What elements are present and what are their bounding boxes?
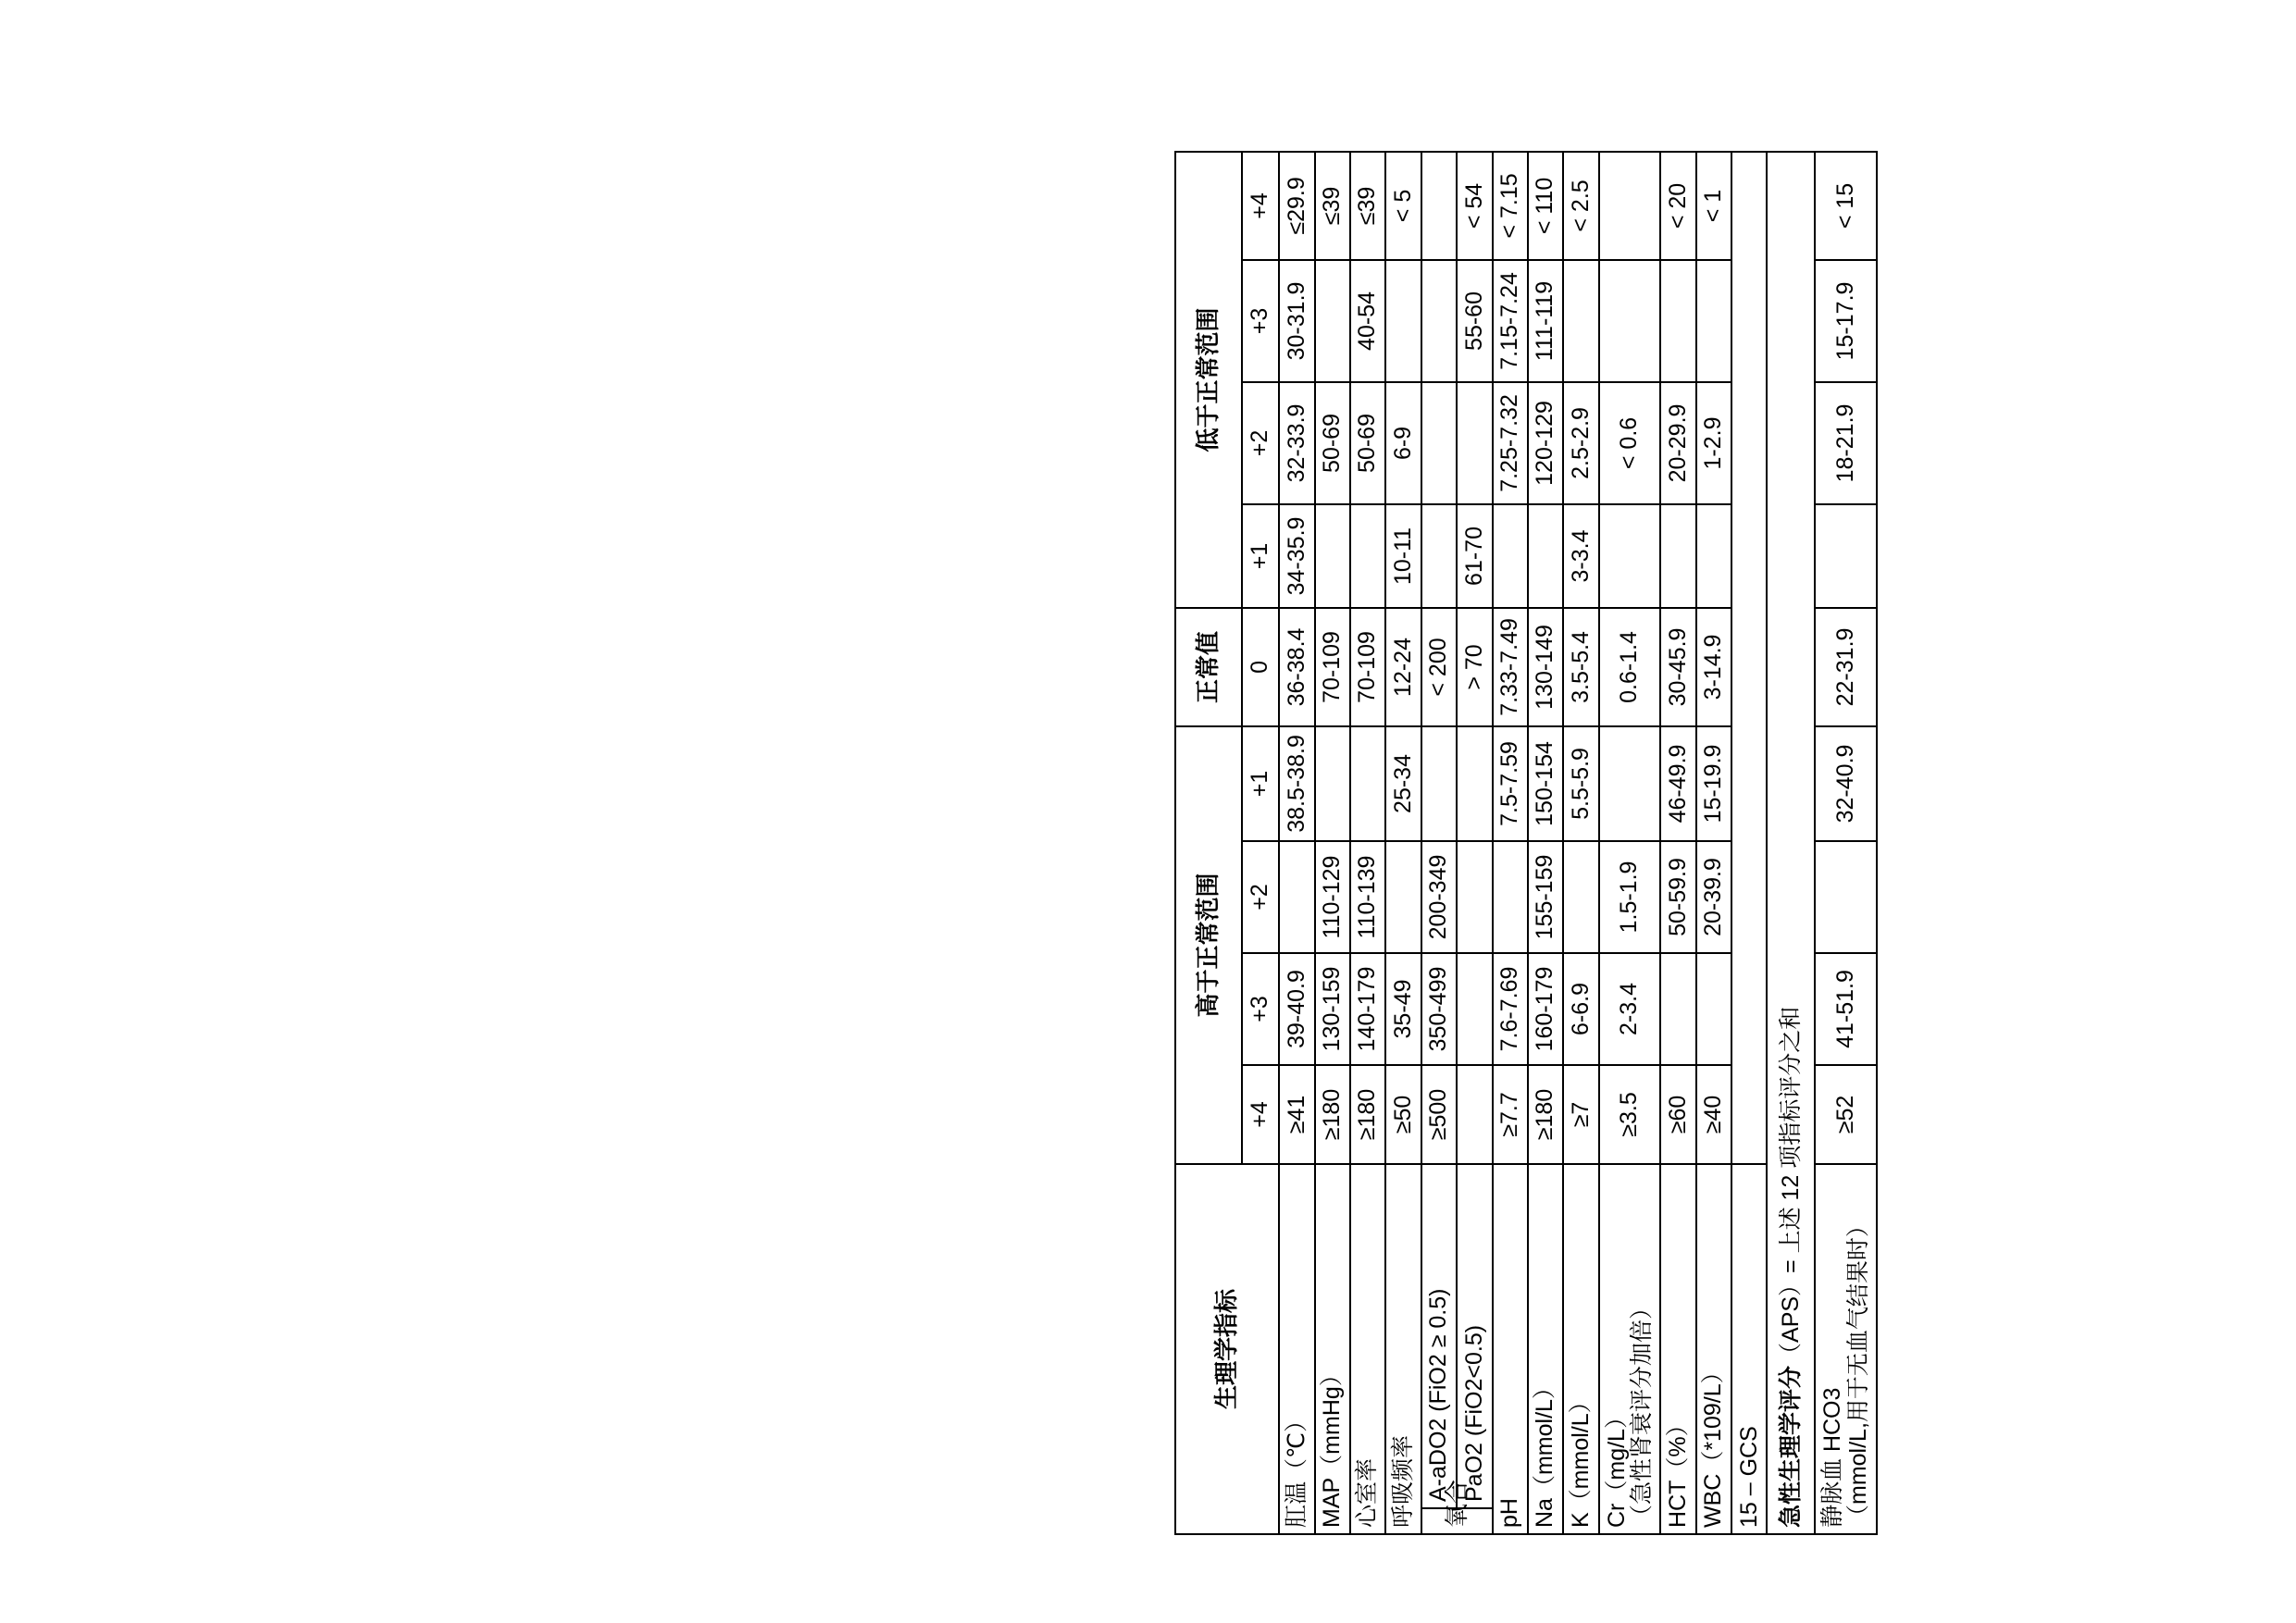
row-label: 心室率 [1350, 1164, 1385, 1534]
table-cell: ≥50 [1385, 1065, 1421, 1164]
table-cell: 30-31.9 [1279, 260, 1314, 382]
table-cell: 15-19.9 [1696, 726, 1731, 841]
row-label: Na（mmol/L） [1528, 1164, 1563, 1534]
table-cell [1696, 260, 1731, 382]
table-cell [1815, 504, 1877, 608]
table-cell: 7.5-7.59 [1493, 726, 1528, 841]
table-cell [1350, 504, 1385, 608]
table-cell: 70-109 [1350, 608, 1385, 726]
table-row [1279, 152, 1314, 1534]
table-cell: 130-159 [1315, 953, 1350, 1065]
table-cell: < 200 [1421, 608, 1457, 726]
table-row [1696, 152, 1731, 1534]
table-cell [1696, 953, 1731, 1065]
table-cell: 200-349 [1421, 841, 1457, 953]
table-cell: 1-2.9 [1696, 382, 1731, 504]
table-cell: 61-70 [1457, 504, 1492, 608]
table-cell [1457, 726, 1492, 841]
table-cell [1315, 504, 1350, 608]
table-cell [1457, 953, 1492, 1065]
table-cell: ≥3.5 [1599, 1065, 1660, 1164]
table-cell: ≥7 [1563, 1065, 1598, 1164]
table-cell: 3.5-5.4 [1563, 608, 1598, 726]
row-label-note: （mmol/L,用于无血气结果时） [1844, 1214, 1871, 1528]
table-cell: < 7.15 [1493, 152, 1528, 260]
table-cell: 22-31.9 [1815, 608, 1877, 726]
table-cell [1385, 260, 1421, 382]
score-header: +3 [1242, 953, 1279, 1065]
oxygen-group-label: 氧合 [1421, 1508, 1493, 1534]
table-row [1660, 152, 1695, 1534]
table-cell [1279, 841, 1314, 953]
table-cell: 155-159 [1528, 841, 1563, 953]
table-cell: ≥52 [1815, 1065, 1877, 1164]
row-label: K（mmol/L） [1563, 1164, 1598, 1534]
table-row [1493, 152, 1528, 1534]
rotated-table-container [1174, 153, 1878, 1535]
table-row [1528, 152, 1563, 1534]
table-cell: 0.6-1.4 [1599, 608, 1660, 726]
table-cell: 70-109 [1315, 608, 1350, 726]
table-cell [1350, 726, 1385, 841]
table-cell: 7.6-7.69 [1493, 953, 1528, 1065]
table-cell: 32-33.9 [1279, 382, 1314, 504]
score-header: 0 [1242, 608, 1279, 726]
table-cell: ≤39 [1315, 152, 1350, 260]
row-label: pH [1493, 1164, 1528, 1534]
table-cell: ≥60 [1660, 1065, 1695, 1164]
table-row [1350, 152, 1385, 1534]
table-cell: 50-69 [1315, 382, 1350, 504]
table-cell: 350-499 [1421, 953, 1457, 1065]
table-row-hco3 [1815, 152, 1877, 1534]
table-cell: ≥41 [1279, 1065, 1314, 1164]
header-normal: 正常值 [1175, 608, 1242, 726]
table-row-aps [1767, 152, 1815, 1534]
table-cell: 50-59.9 [1660, 841, 1695, 953]
table-cell: 46-49.9 [1660, 726, 1695, 841]
row-label-note: （急性肾衰评分加倍） [1629, 1295, 1655, 1528]
table-cell: < 5 [1385, 152, 1421, 260]
table-cell [1421, 504, 1457, 608]
table-cell: 25-34 [1385, 726, 1421, 841]
table-cell: 38.5-38.9 [1279, 726, 1314, 841]
table-cell [1563, 841, 1598, 953]
table-cell: 30-45.9 [1660, 608, 1695, 726]
table-cell [1815, 841, 1877, 953]
score-header: +2 [1242, 382, 1279, 504]
score-header: +4 [1242, 1065, 1279, 1164]
table-cell [1660, 504, 1695, 608]
table-cell: 7.25-7.32 [1493, 382, 1528, 504]
table-cell [1493, 841, 1528, 953]
score-header: +4 [1242, 152, 1279, 260]
table-cell: < 20 [1660, 152, 1695, 260]
table-row [1315, 152, 1350, 1534]
table-cell: 2-3.4 [1599, 953, 1660, 1065]
table-row-oxygen-aado2 [1421, 152, 1457, 1534]
score-header: +2 [1242, 841, 1279, 953]
header-low-range: 低于正常范围 [1175, 152, 1242, 608]
table-cell: 110-139 [1350, 841, 1385, 953]
table-cell: 10-11 [1385, 504, 1421, 608]
table-cell [1315, 726, 1350, 841]
table-cell [1599, 152, 1660, 260]
table-cell: 6-6.9 [1563, 953, 1598, 1065]
row-label-line: 静脉血 HCO3 [1819, 1387, 1846, 1528]
table-cell: 2.5-2.9 [1563, 382, 1598, 504]
table-cell: ≥500 [1421, 1065, 1457, 1164]
table-cell [1385, 841, 1421, 953]
table-cell [1599, 260, 1660, 382]
table-cell [1421, 382, 1457, 504]
table-cell: ≤39 [1350, 152, 1385, 260]
table-row-creatinine [1599, 152, 1660, 1534]
row-label: WBC（*109/L） [1696, 1164, 1731, 1534]
table-cell [1457, 382, 1492, 504]
table-cell: 120-129 [1528, 382, 1563, 504]
aps-summary [1767, 152, 1815, 1534]
row-label-creatinine [1599, 1164, 1660, 1534]
table-cell: 15-17.9 [1815, 260, 1877, 382]
table-cell: 32-40.9 [1815, 726, 1877, 841]
row-label: A-aDO2 (FiO2 ≥ 0.5) [1421, 1164, 1457, 1508]
score-header: +3 [1242, 260, 1279, 382]
header-high-range: 高于正常范围 [1175, 726, 1242, 1164]
table-cell: 3-3.4 [1563, 504, 1598, 608]
table-cell: 20-29.9 [1660, 382, 1695, 504]
header-row-groups [1175, 152, 1242, 1534]
table-cell: 7.15-7.24 [1493, 260, 1528, 382]
table-cell [1528, 504, 1563, 608]
table-cell: 35-49 [1385, 953, 1421, 1065]
table-cell: < 1 [1696, 152, 1731, 260]
table-cell: 7.33-7.49 [1493, 608, 1528, 726]
row-label: 肛温（℃） [1279, 1164, 1314, 1534]
aps-label-bold: 急性生理学评分 [1777, 1365, 1804, 1528]
table-cell: 40-54 [1350, 260, 1385, 382]
table-cell [1493, 504, 1528, 608]
table-cell [1457, 841, 1492, 953]
score-header: +1 [1242, 726, 1279, 841]
table-cell: ≥180 [1350, 1065, 1385, 1164]
table-cell: 36-38.4 [1279, 608, 1314, 726]
table-cell: 41-51.9 [1815, 953, 1877, 1065]
row-label-line: Cr（mg/L） [1603, 1406, 1630, 1528]
table-cell: < 0.6 [1599, 382, 1660, 504]
table-row [1563, 152, 1598, 1534]
table-cell: < 2.5 [1563, 152, 1598, 260]
table-cell: ≤29.9 [1279, 152, 1314, 260]
table-cell: 130-149 [1528, 608, 1563, 726]
table-cell: 3-14.9 [1696, 608, 1731, 726]
table-cell: > 70 [1457, 608, 1492, 726]
row-label: PaO2 (FiO2<0.5) [1457, 1164, 1492, 1508]
score-header: +1 [1242, 504, 1279, 608]
row-label-hco3 [1815, 1164, 1877, 1534]
table-cell: 39-40.9 [1279, 953, 1314, 1065]
table-cell: 5.5-5.9 [1563, 726, 1598, 841]
table-row-gcs [1731, 152, 1767, 1534]
table-cell [1599, 726, 1660, 841]
table-cell: ≥7.7 [1493, 1065, 1528, 1164]
table-cell: < 110 [1528, 152, 1563, 260]
gcs-empty-span [1731, 152, 1767, 1164]
row-label: 呼吸频率 [1385, 1164, 1421, 1534]
table-cell: 20-39.9 [1696, 841, 1731, 953]
table-cell: 111-119 [1528, 260, 1563, 382]
table-cell [1660, 953, 1695, 1065]
table-cell [1599, 504, 1660, 608]
table-cell [1421, 260, 1457, 382]
aps-label-rest: （APS）= 上述 12 项指标评分之和 [1777, 1006, 1804, 1366]
table-cell [1696, 504, 1731, 608]
table-cell [1563, 260, 1598, 382]
table-cell [1421, 152, 1457, 260]
table-row [1385, 152, 1421, 1534]
table-cell: ≥40 [1696, 1065, 1731, 1164]
table-cell: 140-179 [1350, 953, 1385, 1065]
row-label: 15 – GCS [1731, 1164, 1767, 1534]
table-cell: 18-21.9 [1815, 382, 1877, 504]
table-cell: 34-35.9 [1279, 504, 1314, 608]
table-cell: 6-9 [1385, 382, 1421, 504]
table-cell [1421, 726, 1457, 841]
table-row-oxygen-pao2 [1457, 152, 1492, 1534]
table-cell: 150-154 [1528, 726, 1563, 841]
table-cell: 1.5-1.9 [1599, 841, 1660, 953]
table-cell: 50-69 [1350, 382, 1385, 504]
header-indicator: 生理学指标 [1175, 1164, 1279, 1534]
table-cell [1315, 260, 1350, 382]
row-label: HCT（%） [1660, 1164, 1695, 1534]
row-label: MAP（mmHg） [1315, 1164, 1350, 1534]
table-cell: ≥180 [1528, 1065, 1563, 1164]
table-cell: 12-24 [1385, 608, 1421, 726]
table-cell: 160-179 [1528, 953, 1563, 1065]
table-cell: < 54 [1457, 152, 1492, 260]
table-cell [1660, 260, 1695, 382]
apache-physiology-table [1174, 151, 1878, 1535]
table-cell: 110-129 [1315, 841, 1350, 953]
table-cell [1457, 1065, 1492, 1164]
table-cell: < 15 [1815, 152, 1877, 260]
table-cell: 55-60 [1457, 260, 1492, 382]
table-cell: ≥180 [1315, 1065, 1350, 1164]
